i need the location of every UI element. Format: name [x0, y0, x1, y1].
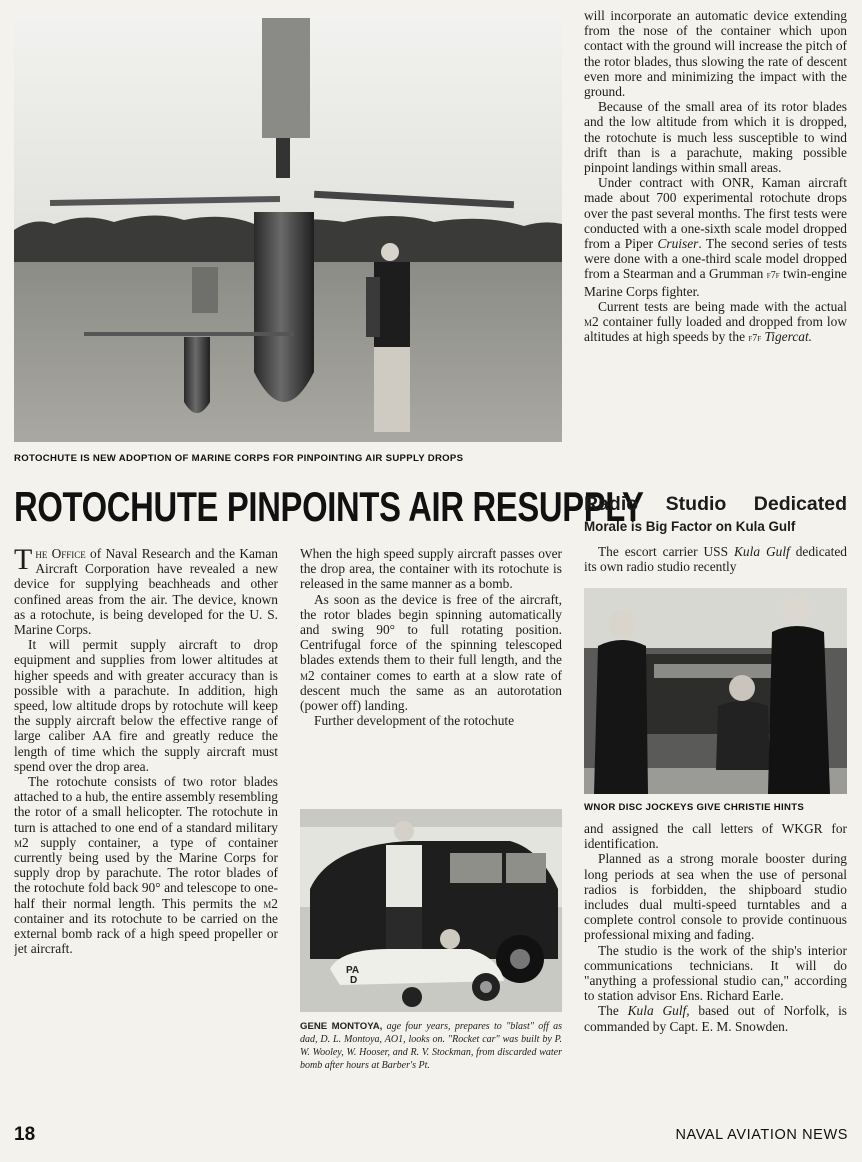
col2-paragraph: When the high speed supply aircraft passes over the drop area, the container with its rotochute is released in the same manner as a bomb.: [300, 546, 562, 592]
rotochute-photo: [14, 12, 562, 442]
radio-paragraph: Planned as a strong morale booster during long periods at sea when the use of personal radios is forbidden, the shipboard studio includes dual multi-speed turntables and a complete control console to provide continuous professional mixing and fading.: [584, 851, 847, 943]
col1-paragraph: It will permit supply aircraft to drop equipment and supplies from lower altitudes at higher speeds and with greater accuracy than is possible with a parachute. In addition, high speed, low altitude drops by rotochute will keep the supply aircraft below the effective range of large caliber AA fire and greatly reduce the length of time which the supply aircraft must spend over the drop area.: [14, 637, 278, 774]
col3-paragraph: will incorporate an automatic device extending from the nose of the container which upon contact with the ground will increase the pitch of the rotor blades, thus slowing the rate of descent even more and minimizing the impact with the ground.: [584, 8, 847, 100]
radio-studio-photo-illustration: [584, 588, 847, 794]
rotochute-photo-illustration: [14, 12, 562, 442]
radio-studio-photo: [584, 588, 847, 794]
col1-paragraph: The rotochute consists of two rotor blades attached to a hub, the entire assembly resembling the rotor of a small helicopter. The rotochute in turn is attached to one end of a standard military m2 supply container, a type of container currently being used by the Marine Corps for supply drop by parachute. The rotor blades of the rotochute fold back 90° and telescope to one-half their normal length. This permits the m2 container and its rotochute to be carried on the external bomb rack of a high speed propeller or jet aircraft.: [14, 774, 278, 957]
col2-paragraph: As soon as the device is free of the aircraft, the rotor blades begin spinning automatically and swing 90° to full rotating position. Centrifugal force of the spinning telescoped blades extends them to their full length, and the m2 container comes to earth at a slow rate of descent much the same as an autorotation (power off) landing.: [300, 591, 562, 714]
rocket-car-caption: GENE MONTOYA, age four years, prepares to "blast" off as dad, D. L. Montoya, AO1, looks on. "Rocket car" was built by P. W. Wooley, W. Hooser, and R. V. Stockman, from discarded water bomb after hours at Barber's Pt.: [300, 1021, 563, 1071]
radio-paragraph: The Kula Gulf, based out of Norfolk, is commanded by Capt. E. M. Snowden.: [584, 1003, 847, 1034]
radio-intro: The escort carrier USS Kula Gulf dedicated its own radio studio recently: [584, 544, 847, 575]
rocket-car-plate: PA D: [346, 965, 360, 986]
radio-paragraph: The studio is the work of the ship's interior communications technicians. It will do "anything a professional studio can," according to station advisor Ens. Richard Earle.: [584, 942, 847, 1004]
col3-paragraph: Because of the small area of its rotor blades and the low altitude from which it is dropped, the rotochute is much less susceptible to wind drift than is a parachute, making possible pinpoint landings within small areas.: [584, 99, 847, 176]
article-column-3: [584, 8, 847, 480]
col3-paragraph: Under contract with ONR, Kaman aircraft made about 700 experimental rotochute drops over the past several months. The first tests were conducted with a one-sixth scale model dropped from a Piper Cruiser. The second series of tests were done with a one-third scale model dropped from a Stearman and a Grumman f7f twin-engine Marine Corps fighter.: [584, 175, 847, 299]
article-column-2: [300, 546, 562, 790]
publication-name: NAVAL AVIATION NEWS: [675, 1127, 848, 1143]
radio-column: [584, 821, 847, 1103]
headline: ROTOCHUTE PINPOINTS AIR RESUPPLY: [14, 483, 644, 530]
page-number: 18: [14, 1124, 36, 1145]
radio-photo-caption: WNOR DISC JOCKEYS GIVE CHRISTIE HINTS: [584, 802, 805, 813]
radio-headline: Radio Studio Dedicated: [584, 493, 847, 515]
rocket-car-photo: [300, 809, 562, 1012]
radio-paragraph: and assigned the call letters of WKGR for identification.: [584, 821, 847, 852]
article-column-1: The Office of Naval Research and the Kaman Aircraft Corporation have revealed a new device for supplying beachheads and other confined areas from the air. The device, known as a rotochute, is being developed for the U. S. Marine Corps. It will permit supply aircraft to drop equipment and supplies from lower altitudes at higher speeds and with greater accuracy than is possible with a parachute. In addition, high speed, low altitude drops by rotochute will keep the supply aircraft below the effective range of large caliber AA fire and greatly reduce the length of time which the supply aircraft must spend over the drop area. The rotochute consists of two rotor blades attached to a hub, the entire assembly resembling the rotor of a small helicopter. The rotochute in turn is attached to one end of a standard military m2 supply container, a type of container currently being used by the Marine Corps for supply drop by parachute. The rotor blades of the rotochute fold back 90° and telescope to one-half their normal length. This permits the m2 container and its rotochute to be carried on the external bomb rack of a high speed propeller or jet aircraft.: [14, 546, 278, 957]
drop-cap: T: [14, 546, 33, 576]
top-photo-caption: ROTOCHUTE IS NEW ADOPTION OF MARINE CORPS FOR PINPOINTING AIR SUPPLY DROPS: [14, 453, 464, 464]
rocket-car-photo-illustration: [300, 809, 562, 1012]
col2-paragraph: Further development of the rotochute: [314, 713, 515, 729]
radio-subheadline: Morale is Big Factor on Kula Gulf: [584, 519, 796, 534]
col3-paragraph: Current tests are being made with the actual m2 container fully loaded and dropped from low altitudes at high speeds by the f7f Tigercat.: [584, 298, 847, 345]
